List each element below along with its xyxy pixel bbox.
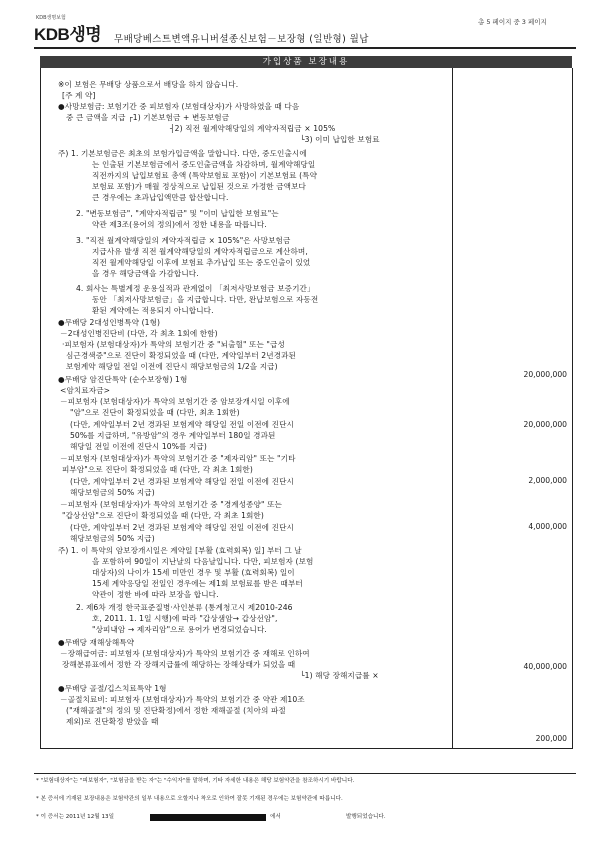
text-line: └1) 해당 장해지급률 × [300,671,379,680]
text-line: 는 인출된 기본보험금에서 중도인출금액을 차감하며, 월계약해당일 [92,160,316,169]
text-line: 3. "직전 월계약해당일의 계약자적립금 × 105%"은 사망보험금 [76,236,291,245]
text-line: <암치료자금> [60,386,111,395]
text-line: 2. 제6차 개정 한국표준질병·사인분류 (통계청고시 제2010-246 [76,603,293,612]
coverage-amount: 4,000,000 [528,522,567,531]
text-line: 해당일 전일 이전에 진단시 10%를 지급) [70,442,207,451]
text-line: 보험료 포함)가 매월 정상적으로 납입된 것으로 가정한 금액보다 [92,182,306,191]
text-line: ●무배당 2대성인병특약 (1형) [58,318,161,327]
text-line: 2. "변동보험금", "계약자적립금" 및 "이미 납입한 보험료"는 [76,209,279,218]
text-line: 직전까지의 납입보험료 총액 (특약보험료 포함)이 기본보험료 (특약 [92,171,318,180]
text-line: 주) 1. 기본보험금은 최초의 보험가입금액을 말합니다. 다만, 중도인출시에 [58,149,307,158]
text-line: －장해급여금: 피보험자 (보험대상자)가 특약의 보험기간 중 재해로 인하여 [60,649,310,658]
company-small-logo: KDB생명보험 [36,15,66,21]
text-line: ("재해골절"의 정의 및 진단확정)에서 정한 재해골절 (치아의 파절 [66,706,286,715]
coverage-amount: 2,000,000 [528,476,567,485]
text-line: 피부암"으로 진단이 확정되었을 때 (다만, 각 최초 1회한) [62,465,253,474]
text-line: －피보험자 (보험대상자)가 특약의 보험기간 중 "제자리암" 또는 "기타 [60,454,296,463]
footer-note-2: * 본 증서에 기재된 보장내용은 보험약관의 일부 내용으로 오할지나 착오로 인하여 잘못 기재된 경우에는 보험약관에 따릅니다. [36,796,343,802]
issue-suffix: 발행되었습니다. [346,814,386,820]
text-line: (다만, 계약일부터 2년 경과된 보험계약 해당일 전일 이전에 진단시 [70,477,294,486]
text-line: 50%를 지급하며, "유방암"의 경우 계약일부터 180일 경과된 [70,431,276,440]
text-line: "암"으로 진단이 확정되었을 때 (다만, 최초 1회한) [70,408,240,417]
text-line: 환된 계약에는 적용되지 아니합니다. [92,306,214,315]
issue-date: * 이 증서는 2011년 12월 13일 [36,814,114,820]
footer-rule [34,773,576,774]
text-line: ●사망보험금: 보험기간 중 피보험자 (보험대상자)가 사망하였을 때 다음 [58,102,300,111]
text-line: 해당보험금의 50% 지급) [70,488,155,497]
page-indicator: 총 5 페이지 중 3 페이지 [478,18,547,26]
text-line: 4. 회사는 특별계정 운용실적과 관계없이 「최저사망보험금 보증기간」 [76,284,315,293]
text-line: 약관 제3조(용어의 정의)에서 정한 내용을 따릅니다. [92,220,267,229]
text-line: [주 계 약] [62,91,96,100]
text-line: ·피보험자 (보험대상자)가 특약의 보험기간 중 "뇌출혈" 또는 "급성 [62,340,285,349]
text-line: 보험계약 해당일 전일 이전에 진단시 해당보험금의 1/2을 지급) [66,362,278,371]
text-line: ┤2) 직전 월계약해당일의 계약자적립금 × 105% [170,124,336,133]
text-line: 큰 경우에는 초과납입액만큼 합산합니다. [92,193,229,202]
issue-place-suffix: 에서 [270,814,281,820]
text-line: 장해분류표에서 정한 각 장해지급률에 해당하는 장해상태가 되었을 때 [62,660,296,669]
document-title: 무배당베스트변액유니버셜종신보험－보장형 (일반형) 월납 [114,34,369,45]
text-line: ※이 보험은 무배당 상품으로서 배당을 하지 않습니다. [58,80,239,89]
text-line: 대상자)의 나이가 15세 미만인 경우 및 부활 (효력회복) 일이 [92,568,295,577]
text-line: －골절치료비: 피보험자 (보험대상자)가 특약의 보험기간 중 약관 제10조 [60,695,305,704]
coverage-amount: 20,000,000 [523,370,567,379]
header-rule [34,47,576,49]
text-line: 호, 2011. 1. 1일 시행)에 따라 "갑상샘암→ 갑상선암", [92,614,278,623]
coverage-amount: 40,000,000 [523,662,567,671]
table-divider [452,68,453,748]
text-line: "상피내암 → 제자리암"으로 용어가 변경되었습니다. [92,625,267,634]
coverage-amount: 20,000,000 [523,420,567,429]
table-bottom-border [40,748,573,749]
text-line: 약관이 정한 바에 따라 보장을 합니다. [92,590,219,599]
text-line: －피보험자 (보험대상자)가 특약의 보험기간 중 "경계성종양" 또는 [60,500,282,509]
text-line: ●무배당 재해상해특약 [58,638,135,647]
text-line: ●무배당 골절/깁스치료특약 1형 [58,684,167,693]
text-line: 중 큰 금액을 지급 ┌1) 기본보험금 + 변동보험금 [66,113,230,122]
text-line: 심근경색증"으로 진단이 확정되었을 때 (다만, 계약일부터 2년경과된 [66,351,296,360]
text-line: ●무배당 암진단특약 (순수보장형) 1형 [58,375,188,384]
section-header [40,56,572,68]
table-right-border [572,68,573,748]
text-line: 직전 월계약해당일 이후에 보험료 추가납입 또는 중도인출이 있었 [92,258,311,267]
text-line: 해당보험금의 50% 지급) [70,534,155,543]
text-line: 15세 계약응당일 전일인 경우에는 제1회 보험료를 받은 때부터 [92,579,303,588]
redacted-branch [150,814,266,821]
text-line: 을 포함하여 90일이 지난날의 다음날입니다. 다만, 피보험자 (보험 [92,557,314,566]
text-line: －피보험자 (보험대상자)가 특약의 보험기간 중 암보장개시일 이후에 [60,397,290,406]
footer-note-1: * "보험대상자"는 "피보험자", "보험금을 받는 자"는 "수익자"를 말하며, 기타 자세한 내용은 해당 보험약관을 참조하시기 바랍니다. [36,778,355,784]
text-line: 제외)로 진단확정 받았을 때 [66,717,159,726]
text-line: "갑상선암"으로 진단이 확정되었을 때 (다만, 각 최초 1회한) [62,511,264,520]
coverage-amount: 200,000 [535,734,567,743]
text-line: －2대성인병진단비 (다만, 각 최초 1회에 한함) [60,329,218,338]
text-line: 을 경우 해당금액을 가감합니다. [92,269,199,278]
text-line: 동안 「최저사망보험금」을 지급합니다. 다만, 완납보험으로 자동전 [92,295,319,304]
table-left-border [40,68,41,748]
text-line: └3) 이미 납입한 보험료 [300,135,380,144]
text-line: 주) 1. 이 특약의 암보장개시일은 계약일 [부활 (효력회복) 일] 부터 그 날 [58,546,302,555]
text-line: 지급사유 발생 직전 월계약해당일의 계약자적립금으로 계산하며, [92,247,308,256]
text-line: (다만, 계약일부터 2년 경과된 보험계약 해당일 전일 이전에 진단시 [70,523,294,532]
section-title: 가입상품 보장내용 [262,57,350,67]
company-logo: KDB생명 [34,25,102,44]
text-line: (다만, 계약일부터 2년 경과된 보험계약 해당일 전일 이전에 진단시 [70,420,294,429]
